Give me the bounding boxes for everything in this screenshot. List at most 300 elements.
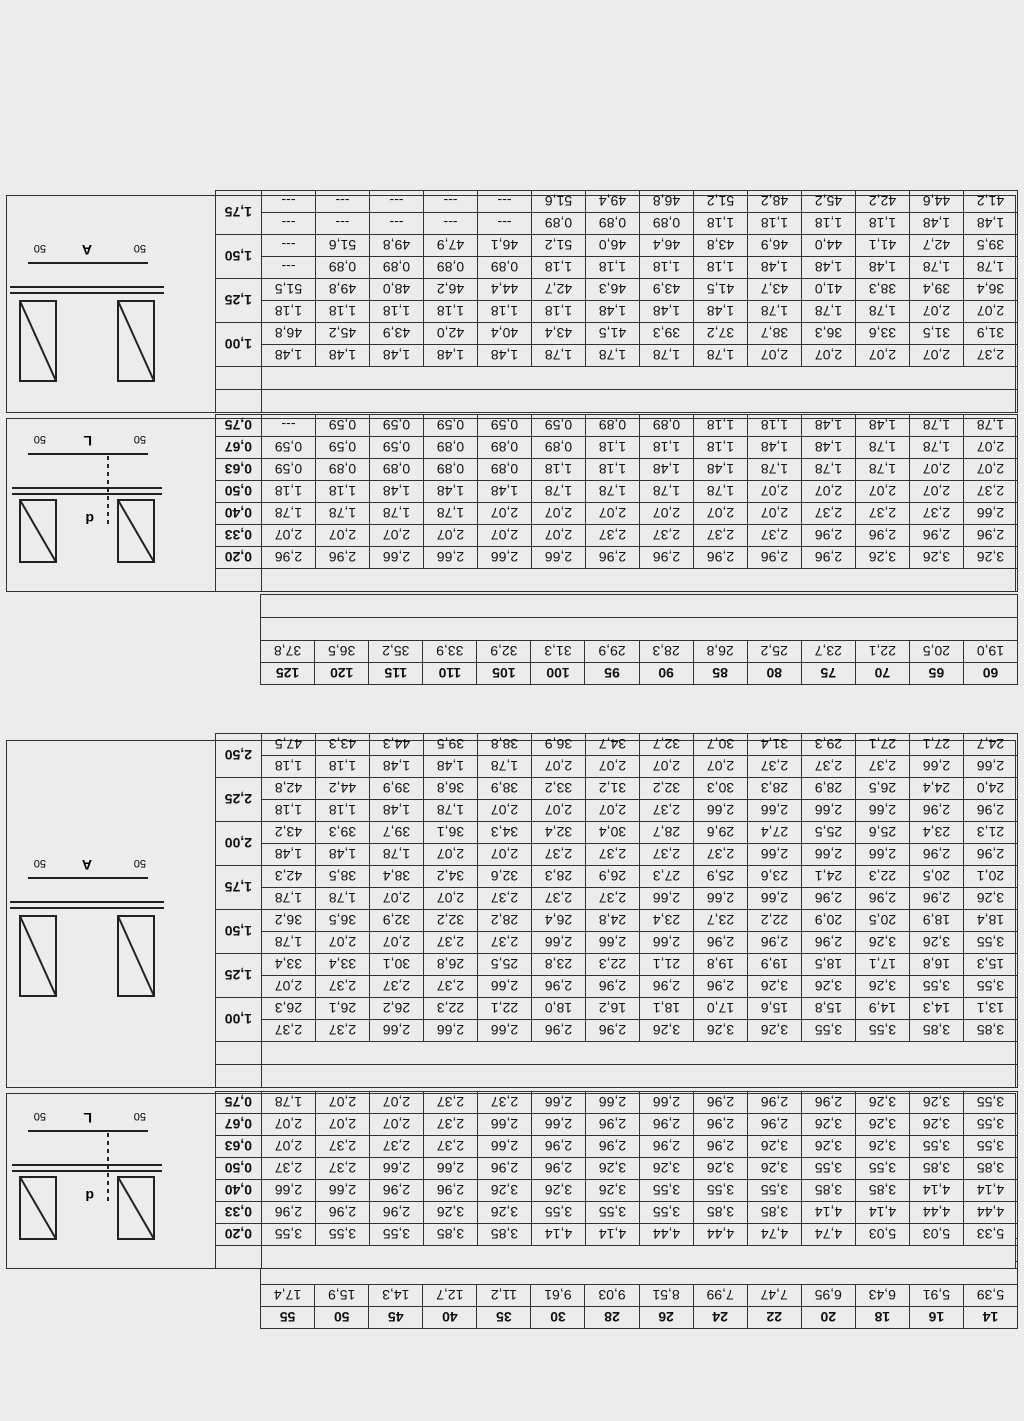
value-cell: 33,2 <box>532 778 586 800</box>
value-cell: 2,66 <box>802 800 856 822</box>
value-cell: 1,18 <box>316 800 370 822</box>
value-cell: 2,37 <box>802 756 856 778</box>
value-cell: 17,0 <box>694 998 748 1020</box>
d-label: d <box>85 1188 94 1204</box>
value-cell: 2,66 <box>478 1020 532 1042</box>
scaffold-span-illustration <box>6 836 168 1006</box>
value-cell: 3,55 <box>640 1180 694 1202</box>
value-cell: 2,96 <box>586 1136 640 1158</box>
value-cell: 2,07 <box>532 525 586 547</box>
value-cell: 1,18 <box>856 213 910 235</box>
value-cell: 2,37 <box>910 503 964 525</box>
value-cell: 2,96 <box>478 1158 532 1180</box>
value-cell: 1,18 <box>748 415 802 437</box>
value-cell: 48,0 <box>370 279 424 301</box>
blank-row <box>215 390 1017 413</box>
value-cell: 2,07 <box>261 1114 315 1136</box>
value-cell: 26,1 <box>316 998 370 1020</box>
header-cell: 50 <box>315 1307 369 1329</box>
value-cell: 1,18 <box>424 301 478 323</box>
value-cell: 1,18 <box>532 257 586 279</box>
header-cell: 80 <box>747 663 801 685</box>
value-cell: 1,78 <box>316 503 370 525</box>
value-cell: 1,48 <box>424 756 478 778</box>
value-cell: 15,6 <box>748 998 802 1020</box>
value-cell: 1,18 <box>261 481 315 503</box>
value-cell: 3,26 <box>748 1020 802 1042</box>
value-cell: 3,85 <box>964 1020 1018 1042</box>
value-cell: 1,78 <box>964 415 1018 437</box>
value-cell: 2,96 <box>370 1202 424 1224</box>
value-cell: 2,07 <box>802 345 856 367</box>
value-cell: 41,5 <box>586 323 640 345</box>
value-cell: 24,7 <box>964 734 1018 756</box>
value-cell: 0,89 <box>316 459 370 481</box>
value-cell: 18,9 <box>910 910 964 932</box>
value-cell: 23,4 <box>910 822 964 844</box>
value-cell: 2,66 <box>694 800 748 822</box>
value-cell: 0,59 <box>424 415 478 437</box>
table-row <box>215 481 1017 503</box>
value-cell: 3,85 <box>802 1180 856 1202</box>
value-cell: 3,55 <box>910 1136 964 1158</box>
value-cell: 49,4 <box>586 191 640 213</box>
value-cell: 1,78 <box>370 844 424 866</box>
value-cell: 2,07 <box>856 481 910 503</box>
header-cell: 100 <box>531 663 585 685</box>
value-cell: 31,9 <box>964 323 1018 345</box>
value-cell: 2,07 <box>261 525 315 547</box>
value-cell: 3,26 <box>964 888 1018 910</box>
value-cell: 22,3 <box>586 954 640 976</box>
value-cell: 2,37 <box>478 1092 532 1114</box>
dim-label: 50 <box>133 1110 146 1122</box>
value-cell: --- <box>478 191 532 213</box>
value-cell: 0,89 <box>370 459 424 481</box>
value-cell: 2,96 <box>802 932 856 954</box>
value-cell: 29,9 <box>585 641 639 663</box>
value-cell: 0,89 <box>478 437 532 459</box>
value-cell: 34,2 <box>424 866 478 888</box>
blank-cell <box>261 595 1018 618</box>
row-label: 0,33 <box>215 1202 261 1224</box>
value-cell: 1,48 <box>802 257 856 279</box>
value-cell: 1,78 <box>640 345 694 367</box>
value-cell: 6,43 <box>855 1285 909 1307</box>
blank-cell <box>261 618 1018 641</box>
value-cell: 2,96 <box>586 1114 640 1136</box>
table-row <box>215 191 1017 213</box>
value-cell: 39,7 <box>370 822 424 844</box>
value-cell: 2,66 <box>586 932 640 954</box>
value-cell: 2,96 <box>261 1202 315 1224</box>
row-label: 0,20 <box>215 1224 261 1246</box>
value-cell: 1,18 <box>748 213 802 235</box>
value-cell: 2,66 <box>424 1158 478 1180</box>
value-cell: 33,9 <box>423 641 477 663</box>
table-row <box>215 888 1017 910</box>
blank-cell <box>215 390 261 413</box>
header-cell: 45 <box>369 1307 423 1329</box>
header-cell: 35 <box>477 1307 531 1329</box>
value-cell: 2,96 <box>748 547 802 569</box>
value-cell: 12,7 <box>423 1285 477 1307</box>
value-cell: 2,66 <box>478 1136 532 1158</box>
a-label: A <box>81 242 92 258</box>
value-cell: 2,37 <box>586 525 640 547</box>
value-cell: --- <box>424 191 478 213</box>
blank-cell <box>261 569 1017 592</box>
value-cell: 30,3 <box>694 778 748 800</box>
value-cell: 2,66 <box>316 1180 370 1202</box>
table-row <box>215 844 1017 866</box>
value-cell: 1,78 <box>586 481 640 503</box>
value-cell: 3,26 <box>424 1202 478 1224</box>
value-cell: 26,2 <box>370 998 424 1020</box>
value-cell: 2,37 <box>424 1136 478 1158</box>
value-cell: 45,2 <box>802 191 856 213</box>
scaffold-span-illustration <box>6 221 168 391</box>
value-cell: 2,07 <box>748 481 802 503</box>
value-cell: 2,96 <box>748 1114 802 1136</box>
value-cell: 1,48 <box>370 800 424 822</box>
l-label: L <box>83 1110 92 1126</box>
value-cell: 2,66 <box>424 1020 478 1042</box>
value-cell: 18,0 <box>532 998 586 1020</box>
table-row <box>215 998 1017 1020</box>
value-cell: 39,3 <box>316 822 370 844</box>
row-label: 0,50 <box>215 481 261 503</box>
value-cell: 2,37 <box>694 844 748 866</box>
value-cell: 3,26 <box>748 1136 802 1158</box>
value-cell: 3,55 <box>802 1158 856 1180</box>
value-cell: 2,96 <box>640 547 694 569</box>
value-cell: 3,26 <box>910 932 964 954</box>
value-cell: 3,55 <box>964 1092 1018 1114</box>
blank-row <box>215 1246 1017 1269</box>
value-cell: 2,07 <box>586 503 640 525</box>
header-cell: 75 <box>801 663 855 685</box>
value-cell: 26,4 <box>532 910 586 932</box>
table-row <box>215 345 1017 367</box>
value-cell: 1,48 <box>964 213 1018 235</box>
value-cell: 2,66 <box>640 932 694 954</box>
value-cell: 1,18 <box>640 257 694 279</box>
value-cell: 2,07 <box>370 1092 424 1114</box>
value-cell: 1,48 <box>748 437 802 459</box>
value-cell: 20,5 <box>856 910 910 932</box>
table-row <box>215 800 1017 822</box>
value-cell: 2,07 <box>424 525 478 547</box>
table-row <box>215 437 1017 459</box>
value-cell: 28,3 <box>532 866 586 888</box>
value-cell: 42,0 <box>424 323 478 345</box>
value-cell: 2,96 <box>694 1114 748 1136</box>
row-label: 1,25 <box>215 279 261 323</box>
value-cell: --- <box>370 191 424 213</box>
value-cell: 27,1 <box>856 734 910 756</box>
value-cell: 46,2 <box>424 279 478 301</box>
value-cell: 2,37 <box>424 932 478 954</box>
blank-cell <box>215 1246 261 1269</box>
value-cell: 11,2 <box>477 1285 531 1307</box>
value-cell: 4,44 <box>964 1202 1018 1224</box>
value-cell: 16,8 <box>910 954 964 976</box>
value-cell: 17,4 <box>261 1285 315 1307</box>
value-cell: 1,18 <box>586 257 640 279</box>
table-row <box>215 954 1017 976</box>
value-cell: 1,48 <box>694 459 748 481</box>
blank-row <box>215 367 1017 390</box>
value-cell: 1,48 <box>478 481 532 503</box>
value-cell: 43,9 <box>640 279 694 301</box>
value-cell: 39,4 <box>910 279 964 301</box>
value-cell: 51,2 <box>532 235 586 257</box>
value-cell: 2,96 <box>802 547 856 569</box>
row-label: 1,00 <box>215 998 261 1042</box>
value-cell: 2,37 <box>478 888 532 910</box>
value-cell: 2,07 <box>964 459 1018 481</box>
value-cell: 2,96 <box>964 525 1018 547</box>
value-cell: 32,6 <box>478 866 532 888</box>
value-cell: 4,44 <box>910 1202 964 1224</box>
value-cell: 2,96 <box>910 525 964 547</box>
table-row <box>215 822 1017 844</box>
blank-cell <box>261 1246 1017 1269</box>
value-cell: 4,44 <box>694 1224 748 1246</box>
blank-cell <box>261 367 1017 390</box>
value-cell: 1,78 <box>856 301 910 323</box>
value-cell: 0,89 <box>424 437 478 459</box>
value-cell: 3,55 <box>802 1020 856 1042</box>
table-row <box>215 976 1017 998</box>
header-cell: 26 <box>639 1307 693 1329</box>
value-cell: 2,96 <box>316 1202 370 1224</box>
value-cell: 2,66 <box>261 1180 315 1202</box>
value-cell: 3,26 <box>910 1092 964 1114</box>
value-cell: 0,59 <box>316 437 370 459</box>
value-cell: 2,07 <box>316 932 370 954</box>
value-cell: 0,59 <box>316 415 370 437</box>
value-cell: 2,07 <box>910 345 964 367</box>
row-label: 0,50 <box>215 1158 261 1180</box>
value-cell: 2,07 <box>964 437 1018 459</box>
value-cell: 1,18 <box>316 301 370 323</box>
value-cell: 2,07 <box>424 844 478 866</box>
value-cell: 3,55 <box>370 1224 424 1246</box>
value-cell: 2,66 <box>748 800 802 822</box>
value-cell: 2,96 <box>694 547 748 569</box>
value-cell: 2,66 <box>694 888 748 910</box>
value-cell: 1,78 <box>261 888 315 910</box>
header-cell: 18 <box>855 1307 909 1329</box>
value-cell: 2,07 <box>370 932 424 954</box>
value-cell: 28,3 <box>639 641 693 663</box>
blank-row <box>215 1065 1017 1088</box>
value-cell: 2,07 <box>910 459 964 481</box>
value-cell: 28,3 <box>748 778 802 800</box>
value-cell: 2,96 <box>856 888 910 910</box>
blank-cell <box>261 390 1017 413</box>
table-row <box>215 415 1017 437</box>
value-cell: 1,18 <box>802 213 856 235</box>
value-cell: 2,07 <box>856 345 910 367</box>
value-cell: 2,96 <box>802 525 856 547</box>
value-cell: 22,1 <box>855 641 909 663</box>
blank-row <box>215 569 1017 592</box>
value-cell: 18,1 <box>640 998 694 1020</box>
value-cell: 0,89 <box>640 213 694 235</box>
header-row <box>261 663 1018 685</box>
value-cell: --- <box>316 213 370 235</box>
value-cell: 24,0 <box>964 778 1018 800</box>
lower-values-table <box>260 594 1018 685</box>
row-label: 2,50 <box>215 734 261 778</box>
row-label: 0,75 <box>215 415 261 437</box>
value-cell: 3,55 <box>856 1020 910 1042</box>
value-cell: 5,39 <box>963 1285 1017 1307</box>
value-cell: 19,9 <box>748 954 802 976</box>
value-cell: 36,2 <box>261 910 315 932</box>
table-row <box>215 213 1017 235</box>
value-cell: 20,1 <box>964 866 1018 888</box>
value-cell: 0,89 <box>424 257 478 279</box>
value-cell: 0,59 <box>261 459 315 481</box>
value-cell: 24,1 <box>802 866 856 888</box>
value-cell: 1,18 <box>532 301 586 323</box>
row-label: 1,00 <box>215 323 261 367</box>
value-cell: 4,74 <box>748 1224 802 1246</box>
value-cell: 0,59 <box>370 437 424 459</box>
dim-label: 50 <box>33 433 46 445</box>
value-cell: 1,78 <box>261 503 315 525</box>
value-cell: 2,37 <box>424 976 478 998</box>
value-cell: 1,48 <box>370 756 424 778</box>
value-cell: 22,1 <box>478 998 532 1020</box>
row-label: 0,67 <box>215 1114 261 1136</box>
value-cell: 44,2 <box>316 778 370 800</box>
value-cell: 3,26 <box>694 1020 748 1042</box>
value-cell: 36,3 <box>802 323 856 345</box>
value-cell: 2,37 <box>748 756 802 778</box>
value-cell: 46,8 <box>261 323 315 345</box>
scaffold-gap-illustration <box>6 1099 168 1263</box>
value-cell: 2,96 <box>424 1180 478 1202</box>
value-cell: 28,2 <box>478 910 532 932</box>
table-row <box>215 932 1017 954</box>
value-cell: 46,3 <box>586 279 640 301</box>
row-label: 0,67 <box>215 437 261 459</box>
value-cell: 0,59 <box>370 415 424 437</box>
value-cell: 2,96 <box>640 976 694 998</box>
value-cell: 28,7 <box>640 822 694 844</box>
value-cell: 0,89 <box>532 437 586 459</box>
value-cell: 2,96 <box>532 1136 586 1158</box>
value-cell: 3,26 <box>694 1158 748 1180</box>
value-cell: 2,07 <box>370 525 424 547</box>
value-cell: 38,7 <box>748 323 802 345</box>
blank-cell <box>261 1042 1017 1065</box>
value-cell: 23,4 <box>640 910 694 932</box>
value-cell: 25,5 <box>802 822 856 844</box>
value-cell: 1,78 <box>532 345 586 367</box>
value-cell: 42,3 <box>261 866 315 888</box>
value-cell: 2,07 <box>694 756 748 778</box>
value-cell: 2,37 <box>586 844 640 866</box>
value-cell: 16,2 <box>586 998 640 1020</box>
value-cell: 44,3 <box>370 734 424 756</box>
value-cell: 1,18 <box>586 437 640 459</box>
value-cell: 42,7 <box>910 235 964 257</box>
row-label: 0,75 <box>215 1092 261 1114</box>
header-cell: 16 <box>909 1307 963 1329</box>
value-cell: 2,96 <box>316 547 370 569</box>
value-cell: 28,9 <box>802 778 856 800</box>
value-cell: 2,66 <box>478 976 532 998</box>
value-cell: 2,37 <box>424 1114 478 1136</box>
value-cell: 0,89 <box>586 213 640 235</box>
value-cell: 1,78 <box>694 481 748 503</box>
value-cell: 39,5 <box>964 235 1018 257</box>
value-cell: 1,78 <box>424 503 478 525</box>
value-cell: 3,26 <box>478 1180 532 1202</box>
value-cell: 43,3 <box>316 734 370 756</box>
value-cell: 2,96 <box>532 976 586 998</box>
value-cell: 5,91 <box>909 1285 963 1307</box>
value-cell: 42,8 <box>261 778 315 800</box>
value-cell: 46,0 <box>586 235 640 257</box>
value-cell: 20,5 <box>910 866 964 888</box>
value-cell: 2,66 <box>748 844 802 866</box>
value-cell: 15,8 <box>802 998 856 1020</box>
value-cell: 36,1 <box>424 822 478 844</box>
table-row <box>215 778 1017 800</box>
value-cell: 29,3 <box>802 734 856 756</box>
value-cell: 2,66 <box>748 888 802 910</box>
value-cell: 26,5 <box>856 778 910 800</box>
value-cell: 2,66 <box>370 547 424 569</box>
value-cell: 48,2 <box>748 191 802 213</box>
value-cell: 1,78 <box>640 481 694 503</box>
lower-table-a <box>215 190 1018 413</box>
blank-cell <box>215 1042 261 1065</box>
value-cell: 2,96 <box>910 888 964 910</box>
value-cell: 2,96 <box>586 547 640 569</box>
table-row <box>215 866 1017 888</box>
value-cell: --- <box>261 235 315 257</box>
value-cell: 2,37 <box>802 503 856 525</box>
blank-cell <box>215 569 261 592</box>
value-cell: 37,2 <box>694 323 748 345</box>
value-cell: 0,89 <box>478 459 532 481</box>
value-cell: 27,3 <box>640 866 694 888</box>
value-cell: 2,07 <box>478 525 532 547</box>
value-cell: 1,48 <box>910 213 964 235</box>
value-cell: 3,26 <box>748 1158 802 1180</box>
value-cell: 31,2 <box>586 778 640 800</box>
value-cell: 3,26 <box>586 1180 640 1202</box>
table-row <box>215 1180 1017 1202</box>
value-cell: 1,78 <box>802 301 856 323</box>
header-cell: 40 <box>423 1307 477 1329</box>
value-cell: 2,66 <box>802 844 856 866</box>
value-cell: 9,03 <box>585 1285 639 1307</box>
value-cell: 22,3 <box>424 998 478 1020</box>
value-cell: 3,55 <box>910 976 964 998</box>
value-cell: 2,96 <box>694 1136 748 1158</box>
value-cell: 1,78 <box>694 345 748 367</box>
value-cell: 2,96 <box>802 1092 856 1114</box>
